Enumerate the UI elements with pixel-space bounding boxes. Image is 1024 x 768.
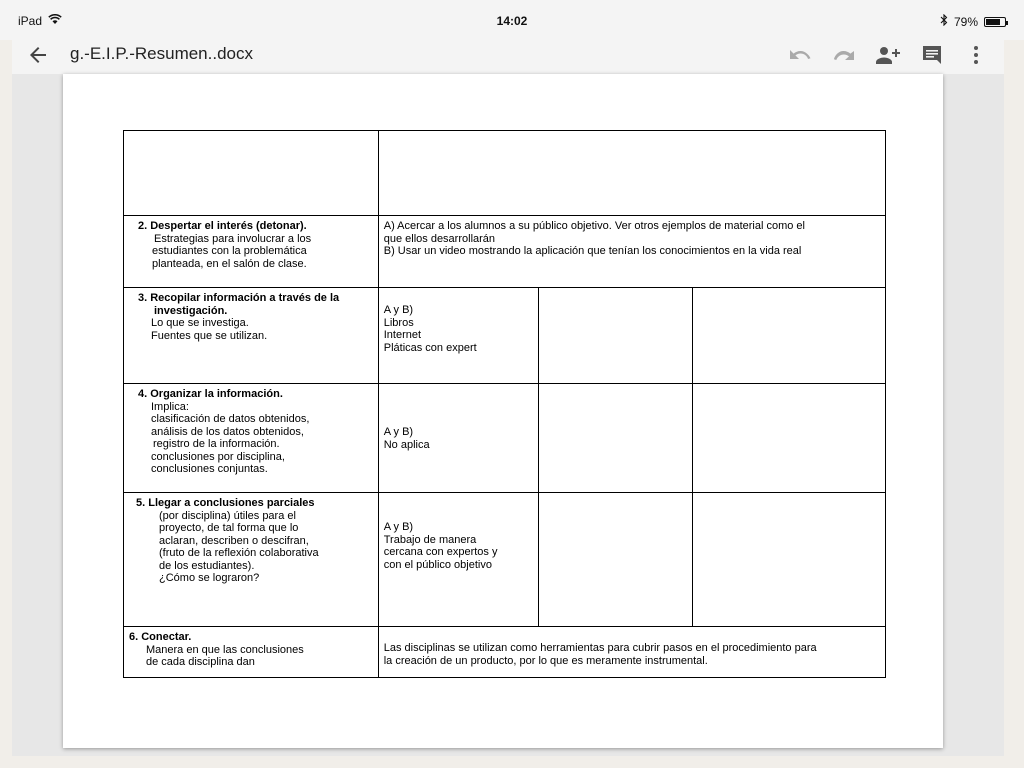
cell-text: (fruto de la reflexión colaborativa	[159, 547, 319, 559]
cell-text: A) Acercar a los alumnos a su público objetivo. Ver otros ejemplos de material como el	[383, 220, 805, 232]
toolbar	[786, 41, 990, 69]
add-person-icon[interactable]	[874, 41, 902, 69]
cell-text: estudiantes con la problemática	[152, 245, 307, 257]
table-row	[124, 131, 886, 216]
cell-text: aclaran, describen o descifran,	[159, 534, 309, 547]
document-title: g.-E.I.P.-Resumen..docx	[70, 44, 253, 63]
status-time: 14:02	[496, 14, 528, 28]
table-row	[124, 384, 886, 493]
cell-text: conclusiones por disciplina,	[151, 450, 285, 463]
section-title: 2. Despertar el interés (detonar).	[138, 220, 307, 232]
cell-text: (por disciplina) útiles para el	[159, 509, 296, 522]
table-cell	[124, 288, 379, 384]
table-cell	[378, 384, 538, 493]
cell-text: Libros	[383, 316, 414, 329]
cell-text: Lo que se investiga.	[151, 317, 249, 329]
document-page	[63, 74, 943, 748]
cell-text: Pláticas con expert	[383, 341, 477, 354]
cell-text: ¿Cómo se lograron?	[159, 572, 260, 584]
cell-text: Trabajo de manera	[383, 533, 477, 546]
comment-icon[interactable]	[918, 41, 946, 69]
table-cell	[538, 493, 693, 627]
battery-icon	[984, 17, 1006, 27]
table-cell	[124, 493, 379, 627]
more-vert-icon[interactable]	[962, 41, 990, 69]
undo-icon[interactable]	[786, 41, 814, 69]
table-cell	[538, 288, 693, 384]
cell-text: A y B)	[383, 304, 414, 316]
table-row	[124, 493, 886, 627]
cell-text: Internet	[383, 329, 422, 341]
table-cell	[378, 493, 538, 627]
cell-text: clasificación de datos obtenidos,	[151, 413, 310, 425]
bluetooth-icon	[940, 14, 948, 29]
table-cell	[378, 288, 538, 384]
cell-text: cercana con expertos y	[383, 546, 498, 558]
table-cell	[378, 131, 885, 216]
cell-text: de los estudiantes).	[159, 559, 255, 572]
document-table	[123, 130, 886, 678]
cell-text: conclusiones conjuntas.	[151, 463, 268, 475]
table-cell	[693, 493, 886, 627]
table-row	[124, 288, 886, 384]
cell-text: con el público objetivo	[383, 558, 492, 571]
cell-text: planteada, en el salón de clase.	[152, 257, 307, 270]
cell-text: registro de la información.	[153, 438, 280, 450]
document-viewer[interactable]	[12, 74, 1004, 756]
cell-text: la creación de un producto, por lo que es meramente instrumental.	[383, 654, 708, 667]
table-cell	[124, 384, 379, 493]
section-title: investigación.	[154, 304, 228, 317]
cell-text: Fuentes que se utilizan.	[151, 329, 268, 342]
cell-text: Estrategias para involucrar a los	[154, 232, 312, 245]
battery-level	[986, 19, 1000, 25]
table-row	[124, 627, 886, 678]
table-cell	[693, 384, 886, 493]
table-row	[124, 216, 886, 288]
section-title: 6. Conectar.	[129, 631, 192, 643]
table-cell	[538, 384, 693, 493]
cell-text: No aplica	[383, 438, 430, 451]
cell-text: que ellos desarrollarán	[383, 232, 496, 245]
app-bar	[12, 36, 1004, 75]
table-cell	[124, 131, 379, 216]
cell-text: de cada disciplina dan	[146, 656, 255, 668]
section-title: 4. Organizar la información.	[138, 388, 283, 400]
redo-icon[interactable]	[830, 41, 858, 69]
status-bar	[0, 0, 1024, 40]
cell-text: Manera en que las conclusiones	[146, 643, 304, 656]
cell-text: Implica:	[151, 400, 189, 413]
battery-percent: 79%	[953, 14, 978, 29]
device-label: iPad	[18, 14, 43, 28]
cell-text: A y B)	[383, 426, 414, 438]
cell-text: A y B)	[383, 521, 414, 533]
back-arrow-icon[interactable]	[26, 43, 50, 67]
section-title: 5. Llegar a conclusiones parciales	[136, 497, 315, 509]
section-title: 3. Recopilar información a través de la	[138, 292, 340, 304]
status-right	[940, 14, 1006, 29]
table-cell	[124, 627, 379, 678]
table-cell	[378, 627, 885, 678]
table-cell	[378, 216, 885, 288]
cell-text: proyecto, de tal forma que lo	[159, 522, 299, 534]
table-cell	[693, 288, 886, 384]
cell-text: análisis de los datos obtenidos,	[151, 425, 304, 438]
cell-text: B) Usar un video mostrando la aplicación que tenían los conocimientos en la vida real	[383, 245, 802, 257]
table-cell	[124, 216, 379, 288]
cell-text: Las disciplinas se utilizan como herramientas para cubrir pasos en el procedimiento para	[383, 642, 817, 654]
